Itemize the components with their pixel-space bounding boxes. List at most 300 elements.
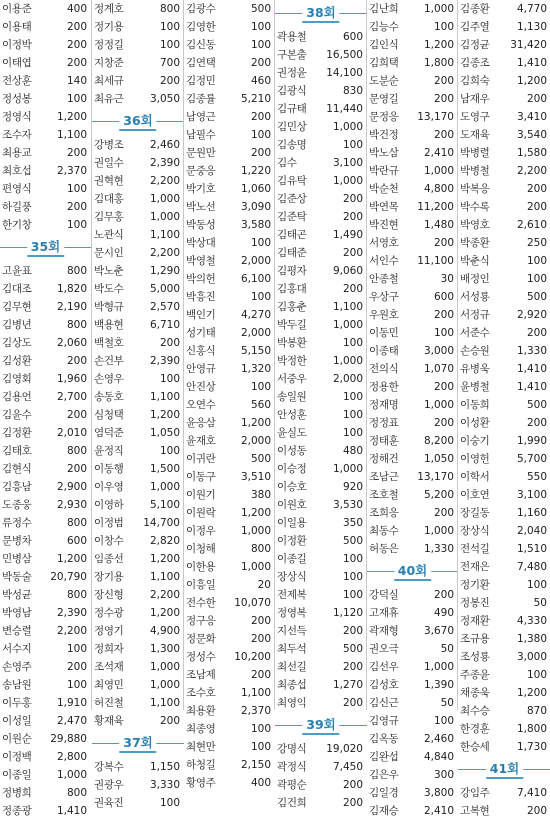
donation-amount: 2,820 (149, 535, 180, 547)
donor-name: 채종욱 (460, 687, 490, 699)
list-item (92, 794, 184, 812)
list-item (184, 288, 275, 306)
donor-name: 이정박 (2, 39, 32, 51)
donor-name: 김용언 (2, 391, 32, 403)
list-item (275, 776, 367, 794)
list-item (275, 676, 367, 694)
donation-amount: 4,840 (423, 751, 454, 763)
donation-amount: 1,000 (149, 211, 180, 223)
donor-name: 김대홍 (94, 193, 124, 205)
list-item (458, 486, 550, 504)
list-item (184, 594, 275, 612)
donor-name: 최호섭 (2, 165, 32, 177)
list-item (367, 198, 458, 216)
section-header-label: 37회 (119, 735, 156, 753)
donation-amount: 500 (250, 453, 271, 465)
donation-amount: 100 (66, 183, 87, 195)
donation-amount: 500 (342, 535, 363, 547)
list-item (367, 748, 458, 766)
list-item (92, 36, 184, 54)
list-item (92, 586, 184, 604)
donation-amount: 3,000 (516, 651, 547, 663)
donation-amount: 2,700 (56, 391, 87, 403)
list-item (367, 432, 458, 450)
list-item (184, 378, 275, 396)
donation-amount: 200 (342, 779, 363, 791)
donation-amount: 1,000 (423, 399, 454, 411)
list-item (92, 550, 184, 568)
donor-name: 안진상 (186, 381, 216, 393)
donor-name: 정계호 (94, 3, 124, 15)
list-item (367, 324, 458, 342)
list-item (367, 802, 458, 820)
donor-name: 김태곤 (277, 229, 307, 241)
list-item (458, 720, 550, 738)
donation-amount: 2,040 (516, 525, 547, 537)
list-item (367, 162, 458, 180)
section-header-label: 36회 (119, 113, 156, 131)
list-item (184, 540, 275, 558)
donation-amount: 1,200 (240, 417, 271, 429)
donor-name: 손영우 (94, 373, 124, 385)
donor-name: 정수광 (94, 607, 124, 619)
donor-name: 도재육 (460, 129, 490, 141)
donation-amount: 2,150 (240, 759, 271, 771)
donor-name: 정태훈 (369, 435, 399, 447)
donation-amount: 1,000 (149, 481, 180, 493)
list-item (92, 406, 184, 424)
donation-amount: 100 (250, 381, 271, 393)
donor-name: 정정표 (369, 417, 399, 429)
donation-amount: 200 (342, 193, 363, 205)
list-item (367, 342, 458, 360)
donor-name: 한경훈 (460, 723, 490, 735)
donation-amount: 5,700 (516, 453, 547, 465)
donation-amount: 100 (250, 723, 271, 735)
donation-amount: 1,000 (332, 121, 363, 133)
donor-name: 김연택 (186, 57, 216, 69)
donor-name: 김정균 (460, 39, 490, 51)
donation-amount: 200 (66, 409, 87, 421)
donor-name: 전석길 (460, 543, 490, 555)
donor-name: 박노선 (186, 201, 216, 213)
donation-amount: 1,290 (149, 265, 180, 277)
list-item (458, 306, 550, 324)
list-item (0, 18, 91, 36)
donor-name: 심청택 (94, 409, 124, 421)
donor-name: 백철호 (94, 337, 124, 349)
list-item (184, 36, 275, 54)
donation-amount: 200 (342, 211, 363, 223)
list-item (275, 82, 367, 100)
donor-name: 이원호 (277, 499, 307, 511)
donation-amount: 50 (533, 597, 547, 609)
donation-amount: 1,800 (423, 57, 454, 69)
donation-amount: 11,200 (417, 201, 454, 213)
donor-name: 손승원 (460, 345, 490, 357)
list-item (92, 154, 184, 172)
donation-amount: 1,200 (56, 111, 87, 123)
donor-name: 김송명 (277, 139, 307, 151)
donation-amount: 400 (250, 777, 271, 789)
donor-name: 민병삼 (2, 553, 32, 565)
donor-name: 이학서 (460, 471, 490, 483)
donor-name: 최두석 (277, 643, 307, 655)
donor-name: 서준수 (460, 327, 490, 339)
list-item (458, 0, 550, 18)
donor-name: 허동은 (369, 543, 399, 555)
list-item (184, 162, 275, 180)
donor-name: 김성호 (369, 679, 399, 691)
donor-name: 하청길 (186, 759, 216, 771)
donation-amount: 1,300 (149, 643, 180, 655)
donation-amount: 1,000 (423, 165, 454, 177)
list-item (184, 774, 275, 792)
donor-name: 문정응 (369, 111, 399, 123)
donation-amount: 5,210 (240, 93, 271, 105)
list-item (367, 180, 458, 198)
list-item (184, 468, 275, 486)
donation-amount: 2,920 (516, 309, 547, 321)
donation-amount: 2,390 (149, 355, 180, 367)
list-item (367, 586, 458, 604)
donor-name: 김난희 (369, 3, 399, 15)
donor-name: 이승정 (277, 463, 307, 475)
list-item (92, 334, 184, 352)
list-item (275, 622, 367, 640)
list-item (92, 442, 184, 460)
donation-amount: 1,000 (423, 661, 454, 673)
donation-amount: 1,000 (56, 769, 87, 781)
list-item (0, 216, 91, 234)
donor-name: 허진철 (94, 697, 124, 709)
donation-amount: 100 (342, 391, 363, 403)
list-item (367, 604, 458, 622)
list-item (458, 324, 550, 342)
donor-name: 박란규 (369, 165, 399, 177)
donor-name: 김윤수 (2, 409, 32, 421)
list-item (184, 648, 275, 666)
donor-name: 장상식 (460, 525, 490, 537)
donor-name: 조호철 (369, 489, 399, 501)
donation-amount: 200 (342, 797, 363, 809)
donation-amount: 1,200 (56, 553, 87, 565)
section-header (92, 111, 184, 134)
list-item (275, 758, 367, 776)
donor-name: 이태엽 (2, 57, 32, 69)
list-item (275, 442, 367, 460)
donor-name: 정기환 (460, 579, 490, 591)
donation-amount: 2,000 (240, 327, 271, 339)
donation-amount: 2,460 (149, 139, 180, 151)
list-item (275, 514, 367, 532)
list-item (0, 478, 91, 496)
list-item (275, 406, 367, 424)
donor-name: 문원만 (186, 147, 216, 159)
donation-amount: 6,100 (240, 273, 271, 285)
donation-amount: 100 (66, 93, 87, 105)
donation-amount: 1,060 (240, 183, 271, 195)
donor-name: 배정인 (460, 273, 490, 285)
donation-amount: 5,200 (423, 489, 454, 501)
donor-name: 변승렬 (2, 625, 32, 637)
donation-amount: 1,000 (423, 525, 454, 537)
list-item (367, 126, 458, 144)
donor-name: 강명식 (277, 743, 307, 755)
donor-name: 김종조 (460, 57, 490, 69)
donation-amount: 100 (250, 237, 271, 249)
list-item (458, 414, 550, 432)
donation-amount: 1,130 (516, 21, 547, 33)
donor-name: 김희택 (369, 57, 399, 69)
donation-amount: 600 (66, 535, 87, 547)
donation-amount: 200 (433, 589, 454, 601)
donation-amount: 100 (250, 129, 271, 141)
list-item (184, 54, 275, 72)
list-item (275, 316, 367, 334)
list-item (458, 612, 550, 630)
donation-amount: 11,440 (326, 103, 363, 115)
donor-name: 최수승 (460, 705, 490, 717)
donation-amount: 2,930 (56, 499, 87, 511)
donor-name: 도영구 (460, 111, 490, 123)
list-item (184, 738, 275, 756)
list-item (92, 370, 184, 388)
donation-amount: 200 (250, 111, 271, 123)
donor-name: 강덕실 (369, 589, 399, 601)
donor-name: 조규용 (460, 633, 490, 645)
donation-amount: 460 (250, 75, 271, 87)
list-item (367, 468, 458, 486)
list-item (367, 378, 458, 396)
donation-amount: 200 (66, 355, 87, 367)
donor-name: 윤재호 (186, 435, 216, 447)
donation-amount: 200 (66, 463, 87, 475)
donor-name: 강임주 (460, 787, 490, 799)
donor-name: 성기태 (186, 327, 216, 339)
donation-amount: 2,460 (423, 733, 454, 745)
list-item (275, 640, 367, 658)
donation-amount: 2,390 (149, 157, 180, 169)
list-item (0, 298, 91, 316)
list-item (367, 270, 458, 288)
donor-name: 정용한 (369, 381, 399, 393)
donation-amount: 2,190 (56, 301, 87, 313)
donation-amount: 3,540 (516, 129, 547, 141)
donor-name: 박수록 (460, 201, 490, 213)
list-item (275, 100, 367, 118)
list-item (458, 36, 550, 54)
list-item (275, 244, 367, 262)
list-item (275, 568, 367, 586)
donation-amount: 20,790 (50, 571, 87, 583)
donor-name: 황재육 (94, 715, 124, 727)
list-item (184, 270, 275, 288)
donor-name: 김재승 (369, 805, 399, 817)
list-item (275, 550, 367, 568)
list-item (367, 234, 458, 252)
donation-amount: 200 (159, 715, 180, 727)
donation-amount: 100 (342, 589, 363, 601)
donation-amount: 870 (526, 705, 547, 717)
list-item (275, 334, 367, 352)
donation-amount: 100 (250, 291, 271, 303)
donor-name: 이숭기 (460, 435, 490, 447)
list-item (367, 540, 458, 558)
list-item (458, 396, 550, 414)
list-item (184, 0, 275, 18)
donation-amount: 5,000 (149, 283, 180, 295)
donor-name: 정구응 (186, 615, 216, 627)
donation-amount: 200 (342, 247, 363, 259)
donor-name: 김홍춘 (277, 301, 307, 313)
donation-amount: 200 (159, 337, 180, 349)
donor-name: 이동행 (94, 463, 124, 475)
list-item (367, 522, 458, 540)
list-item (0, 370, 91, 388)
donor-name: 서영호 (369, 237, 399, 249)
donor-name: 윤실도 (277, 427, 307, 439)
donor-name: 전제복 (277, 589, 307, 601)
list-item (92, 694, 184, 712)
list-item (275, 388, 367, 406)
section-header-label: 40회 (394, 563, 431, 581)
donor-name: 김영회 (2, 373, 32, 385)
donation-amount: 200 (526, 327, 547, 339)
list-item (184, 72, 275, 90)
donation-amount: 1,000 (240, 561, 271, 573)
donation-amount: 1,320 (240, 363, 271, 375)
list-item (0, 316, 91, 334)
donation-amount: 700 (159, 57, 180, 69)
list-item (0, 784, 91, 802)
donation-amount: 100 (342, 571, 363, 583)
list-item (92, 776, 184, 794)
donor-name: 이동민 (369, 327, 399, 339)
list-item (184, 306, 275, 324)
list-item (184, 414, 275, 432)
list-item (367, 252, 458, 270)
donor-name: 남재우 (460, 93, 490, 105)
donation-amount: 500 (250, 3, 271, 15)
list-item (92, 226, 184, 244)
donor-name: 곽재형 (369, 625, 399, 637)
column-4 (274, 0, 367, 809)
donor-name: 전재은 (460, 561, 490, 573)
list-item (367, 766, 458, 784)
donor-name: 김상도 (2, 337, 32, 349)
donor-name: 이우영 (94, 481, 124, 493)
list-item (0, 766, 91, 784)
list-item (92, 758, 184, 776)
list-item (367, 72, 458, 90)
column-1 (0, 0, 91, 817)
donation-amount: 1,000 (149, 679, 180, 691)
donor-name: 서정규 (460, 309, 490, 321)
donation-amount: 200 (159, 75, 180, 87)
donor-name: 이정범 (94, 517, 124, 529)
donation-amount: 1,730 (516, 741, 547, 753)
donation-amount: 200 (433, 129, 454, 141)
donation-amount: 2,000 (240, 255, 271, 267)
donation-amount: 200 (66, 661, 87, 673)
list-item (458, 72, 550, 90)
donor-name: 이원락 (186, 507, 216, 519)
donor-name: 박정한 (277, 355, 307, 367)
donation-amount: 200 (250, 147, 271, 159)
list-item (0, 126, 91, 144)
donor-name: 이흥일 (186, 579, 216, 591)
donor-name: 이호연 (460, 489, 490, 501)
list-item (0, 90, 91, 108)
list-item (92, 190, 184, 208)
donation-amount: 200 (250, 633, 271, 645)
donor-name: 윤응삼 (186, 417, 216, 429)
donation-amount: 100 (526, 255, 547, 267)
column-6 (457, 0, 550, 817)
donor-name: 박상대 (186, 237, 216, 249)
list-item (367, 36, 458, 54)
donation-amount: 100 (433, 21, 454, 33)
donor-name: 고재휴 (369, 607, 399, 619)
donation-amount: 3,800 (423, 787, 454, 799)
donor-name: 조석재 (94, 661, 124, 673)
column-3 (183, 0, 275, 789)
list-item (0, 460, 91, 478)
list-item (458, 738, 550, 756)
list-item (458, 522, 550, 540)
list-item (458, 468, 550, 486)
donation-amount: 1,410 (516, 381, 547, 393)
section-header (458, 759, 550, 782)
donation-amount: 1,200 (516, 75, 547, 87)
donor-name: 김태준 (277, 247, 307, 259)
donor-name: 주종윤 (460, 669, 490, 681)
donation-amount: 200 (526, 183, 547, 195)
donor-name: 권육진 (94, 797, 124, 809)
donation-amount: 100 (250, 21, 271, 33)
donation-amount: 200 (342, 697, 363, 709)
donation-amount: 3,530 (332, 499, 363, 511)
donor-name: 편영식 (2, 183, 32, 195)
donor-name: 곽정식 (277, 761, 307, 773)
column-2 (91, 0, 184, 809)
donation-amount: 100 (342, 409, 363, 421)
donor-name: 이영헌 (460, 453, 490, 465)
donation-amount: 3,090 (240, 201, 271, 213)
donor-name: 김무현 (2, 301, 32, 313)
list-item (458, 180, 550, 198)
donation-amount: 800 (66, 517, 87, 529)
donation-amount: 200 (526, 201, 547, 213)
list-item (92, 532, 184, 550)
donation-amount: 16,500 (326, 49, 363, 61)
list-item (184, 702, 275, 720)
section-header (275, 715, 367, 738)
donor-name: 이동구 (186, 471, 216, 483)
donation-amount: 100 (526, 273, 547, 285)
donor-name: 김현식 (2, 463, 32, 475)
section-header (275, 3, 367, 26)
donor-name: 최영익 (277, 697, 307, 709)
section-header (0, 237, 91, 260)
donation-amount: 3,050 (149, 93, 180, 105)
list-item (458, 108, 550, 126)
list-item (275, 190, 367, 208)
donor-name: 하길풍 (2, 201, 32, 213)
donor-name: 전수한 (186, 597, 216, 609)
donation-amount: 100 (66, 643, 87, 655)
